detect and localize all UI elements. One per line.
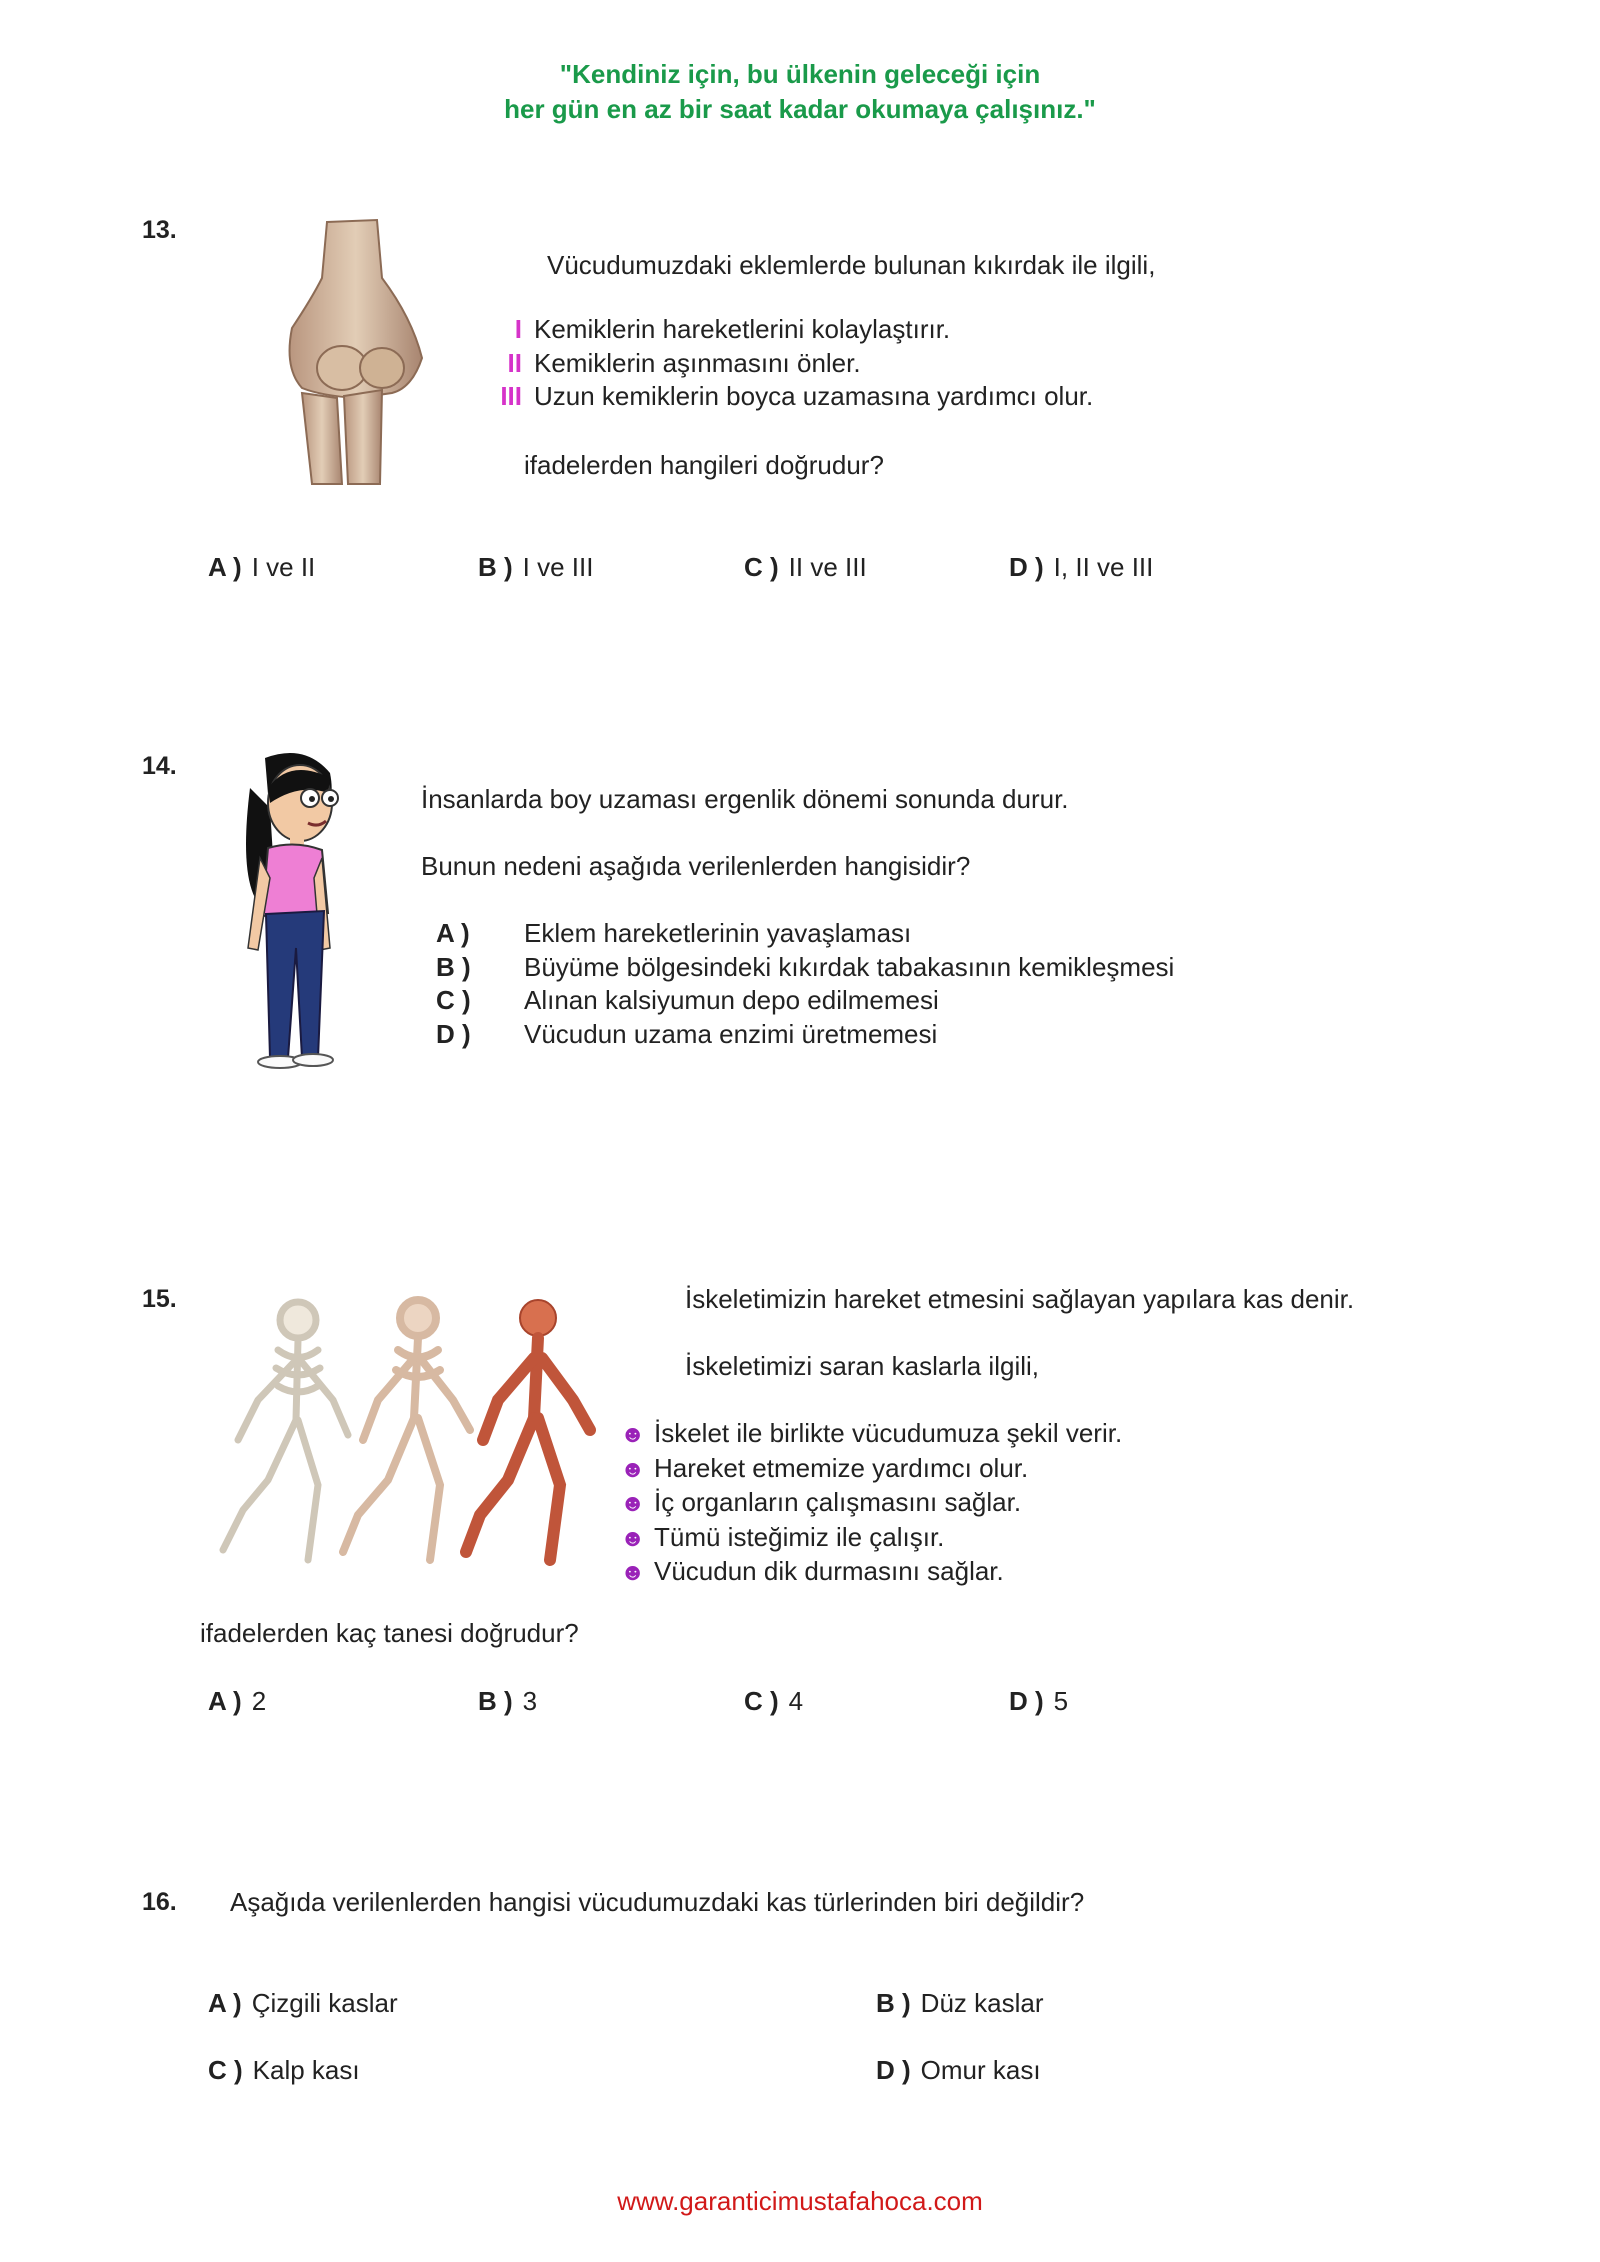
smiley-bullet-icon: ☻ [620,1455,646,1483]
option-letter: A ) [436,918,470,948]
q16-option-a[interactable] [208,1988,398,2019]
statement-text: Hareket etmemize yardımcı olur. [654,1452,1029,1483]
footer-url-link[interactable]: www.garanticimustafahoca.com [617,2186,983,2216]
option-letter: D ) [1009,1686,1044,1716]
question-16-prompt: Aşağıda verilenlerden hangisi vücudumuzdaki kas türlerinden biri değildir? [230,1887,1085,1917]
motto-line-1: "Kendiniz için, bu ülkenin geleceği için [559,59,1041,89]
option-letter: B ) [478,1686,513,1716]
option-letter: C ) [436,985,471,1015]
question-13-prompt: ifadelerden hangileri doğrudur? [524,450,884,480]
statement-1 [620,1417,1122,1452]
q14-option-d[interactable] [436,1018,1174,1052]
option-text: Çizgili kaslar [251,1988,398,2018]
question-15-prompt: ifadelerden kaç tanesi doğrudur? [200,1618,579,1648]
option-text: Omur kası [920,2055,1041,2085]
question-16-number: 16. [142,1888,177,1916]
option-letter: C ) [744,1686,779,1716]
option-letter: A ) [208,1686,242,1716]
option-letter: B ) [478,552,513,582]
question-14-options [436,917,1174,1051]
option-text: I, II ve III [1053,552,1154,582]
option-letter: D ) [1009,552,1044,582]
statement-text: İç organların çalışmasını sağlar. [654,1487,1022,1517]
q15-option-c[interactable] [744,1686,803,1717]
question-14-statement: İnsanlarda boy uzaması ergenlik dönemi sonunda durur. [421,784,1069,814]
q14-option-c[interactable] [436,984,1174,1018]
statement-text: Vücudun dik durmasını sağlar. [654,1556,1004,1586]
option-text: 3 [522,1686,538,1716]
statement-text: Kemiklerin aşınmasını önler. [534,347,861,378]
option-text: II ve III [788,552,867,582]
q16-option-b[interactable] [876,1988,1044,2019]
question-13-intro: Vücudumuzdaki eklemlerde bulunan kıkırdak ile ilgili, [547,250,1156,280]
statement-text: Uzun kemiklerin boyca uzamasına yardımcı olur. [534,381,1094,411]
option-letter: D ) [876,2055,911,2085]
question-14-prompt: Bunun nedeni aşağıda verilenlerden hangisidir? [421,851,971,881]
option-text: I ve II [251,552,316,582]
option-text: Düz kaslar [920,1988,1044,2018]
q13-option-d[interactable] [1009,552,1153,583]
roman-numeral: II [507,347,522,378]
option-letter: C ) [744,552,779,582]
statement-2 [492,347,1093,381]
motto-line-2: her gün en az bir saat kadar okumaya çalışınız." [504,94,1096,124]
q16-option-d[interactable] [876,2055,1041,2086]
statement-1 [492,313,1093,347]
question-13-number: 13. [142,216,177,244]
question-15-statements [620,1417,1122,1590]
option-text: I ve III [522,552,594,582]
question-15-statement: İskeletimizin hareket etmesini sağlayan yapılara kas denir. [685,1284,1355,1314]
elbow-joint-icon [282,218,432,486]
option-text: Büyüme bölgesindeki kıkırdak tabakasının kemikleşmesi [524,951,1175,982]
option-letter: C ) [208,2055,243,2085]
option-text: Eklem hareketlerinin yavaşlaması [524,918,912,948]
option-text: 2 [251,1686,267,1716]
roman-numeral: I [514,314,522,344]
q14-option-b[interactable] [436,951,1174,985]
question-15-number: 15. [142,1285,177,1313]
statement-text: İskelet ile birlikte vücudumuza şekil verir. [654,1418,1123,1448]
statement-2 [620,1452,1122,1487]
smiley-bullet-icon: ☻ [620,1524,646,1552]
option-text: 5 [1053,1686,1069,1716]
running-skeleton-muscle-icon [208,1290,608,1570]
smiley-bullet-icon: ☻ [620,1421,646,1448]
option-text: Vücudun uzama enzimi üretmemesi [524,1018,938,1049]
question-13-statements [492,313,1093,414]
statement-text: Kemiklerin hareketlerini kolaylaştırır. [534,314,951,344]
q13-option-c[interactable] [744,552,867,583]
statement-text: Tümü isteğimiz ile çalışır. [654,1521,945,1552]
option-text: Kalp kası [252,2055,360,2085]
q13-option-a[interactable] [208,552,315,583]
statement-4 [620,1521,1122,1556]
option-letter: B ) [436,951,471,982]
q15-option-b[interactable] [478,1686,537,1717]
question-15-intro: İskeletimizi saran kaslarla ilgili, [685,1351,1039,1381]
q15-option-d[interactable] [1009,1686,1068,1717]
option-letter: B ) [876,1988,911,2018]
option-letter: A ) [208,1988,242,2018]
q16-option-c[interactable] [208,2055,360,2086]
q15-option-a[interactable] [208,1686,266,1717]
q13-option-b[interactable] [478,552,593,583]
cartoon-girl-icon [230,748,350,1070]
option-letter: D ) [436,1018,471,1049]
statement-3 [620,1486,1122,1521]
question-14-number: 14. [142,752,177,780]
option-text: 4 [788,1686,804,1716]
smiley-bullet-icon: ☻ [620,1490,646,1517]
statement-5 [620,1555,1122,1590]
option-text: Alınan kalsiyumun depo edilmemesi [524,985,939,1015]
q14-option-a[interactable] [436,917,1174,951]
smiley-bullet-icon: ☻ [620,1559,646,1586]
roman-numeral: III [500,381,522,411]
option-letter: A ) [208,552,242,582]
statement-3 [492,380,1093,414]
